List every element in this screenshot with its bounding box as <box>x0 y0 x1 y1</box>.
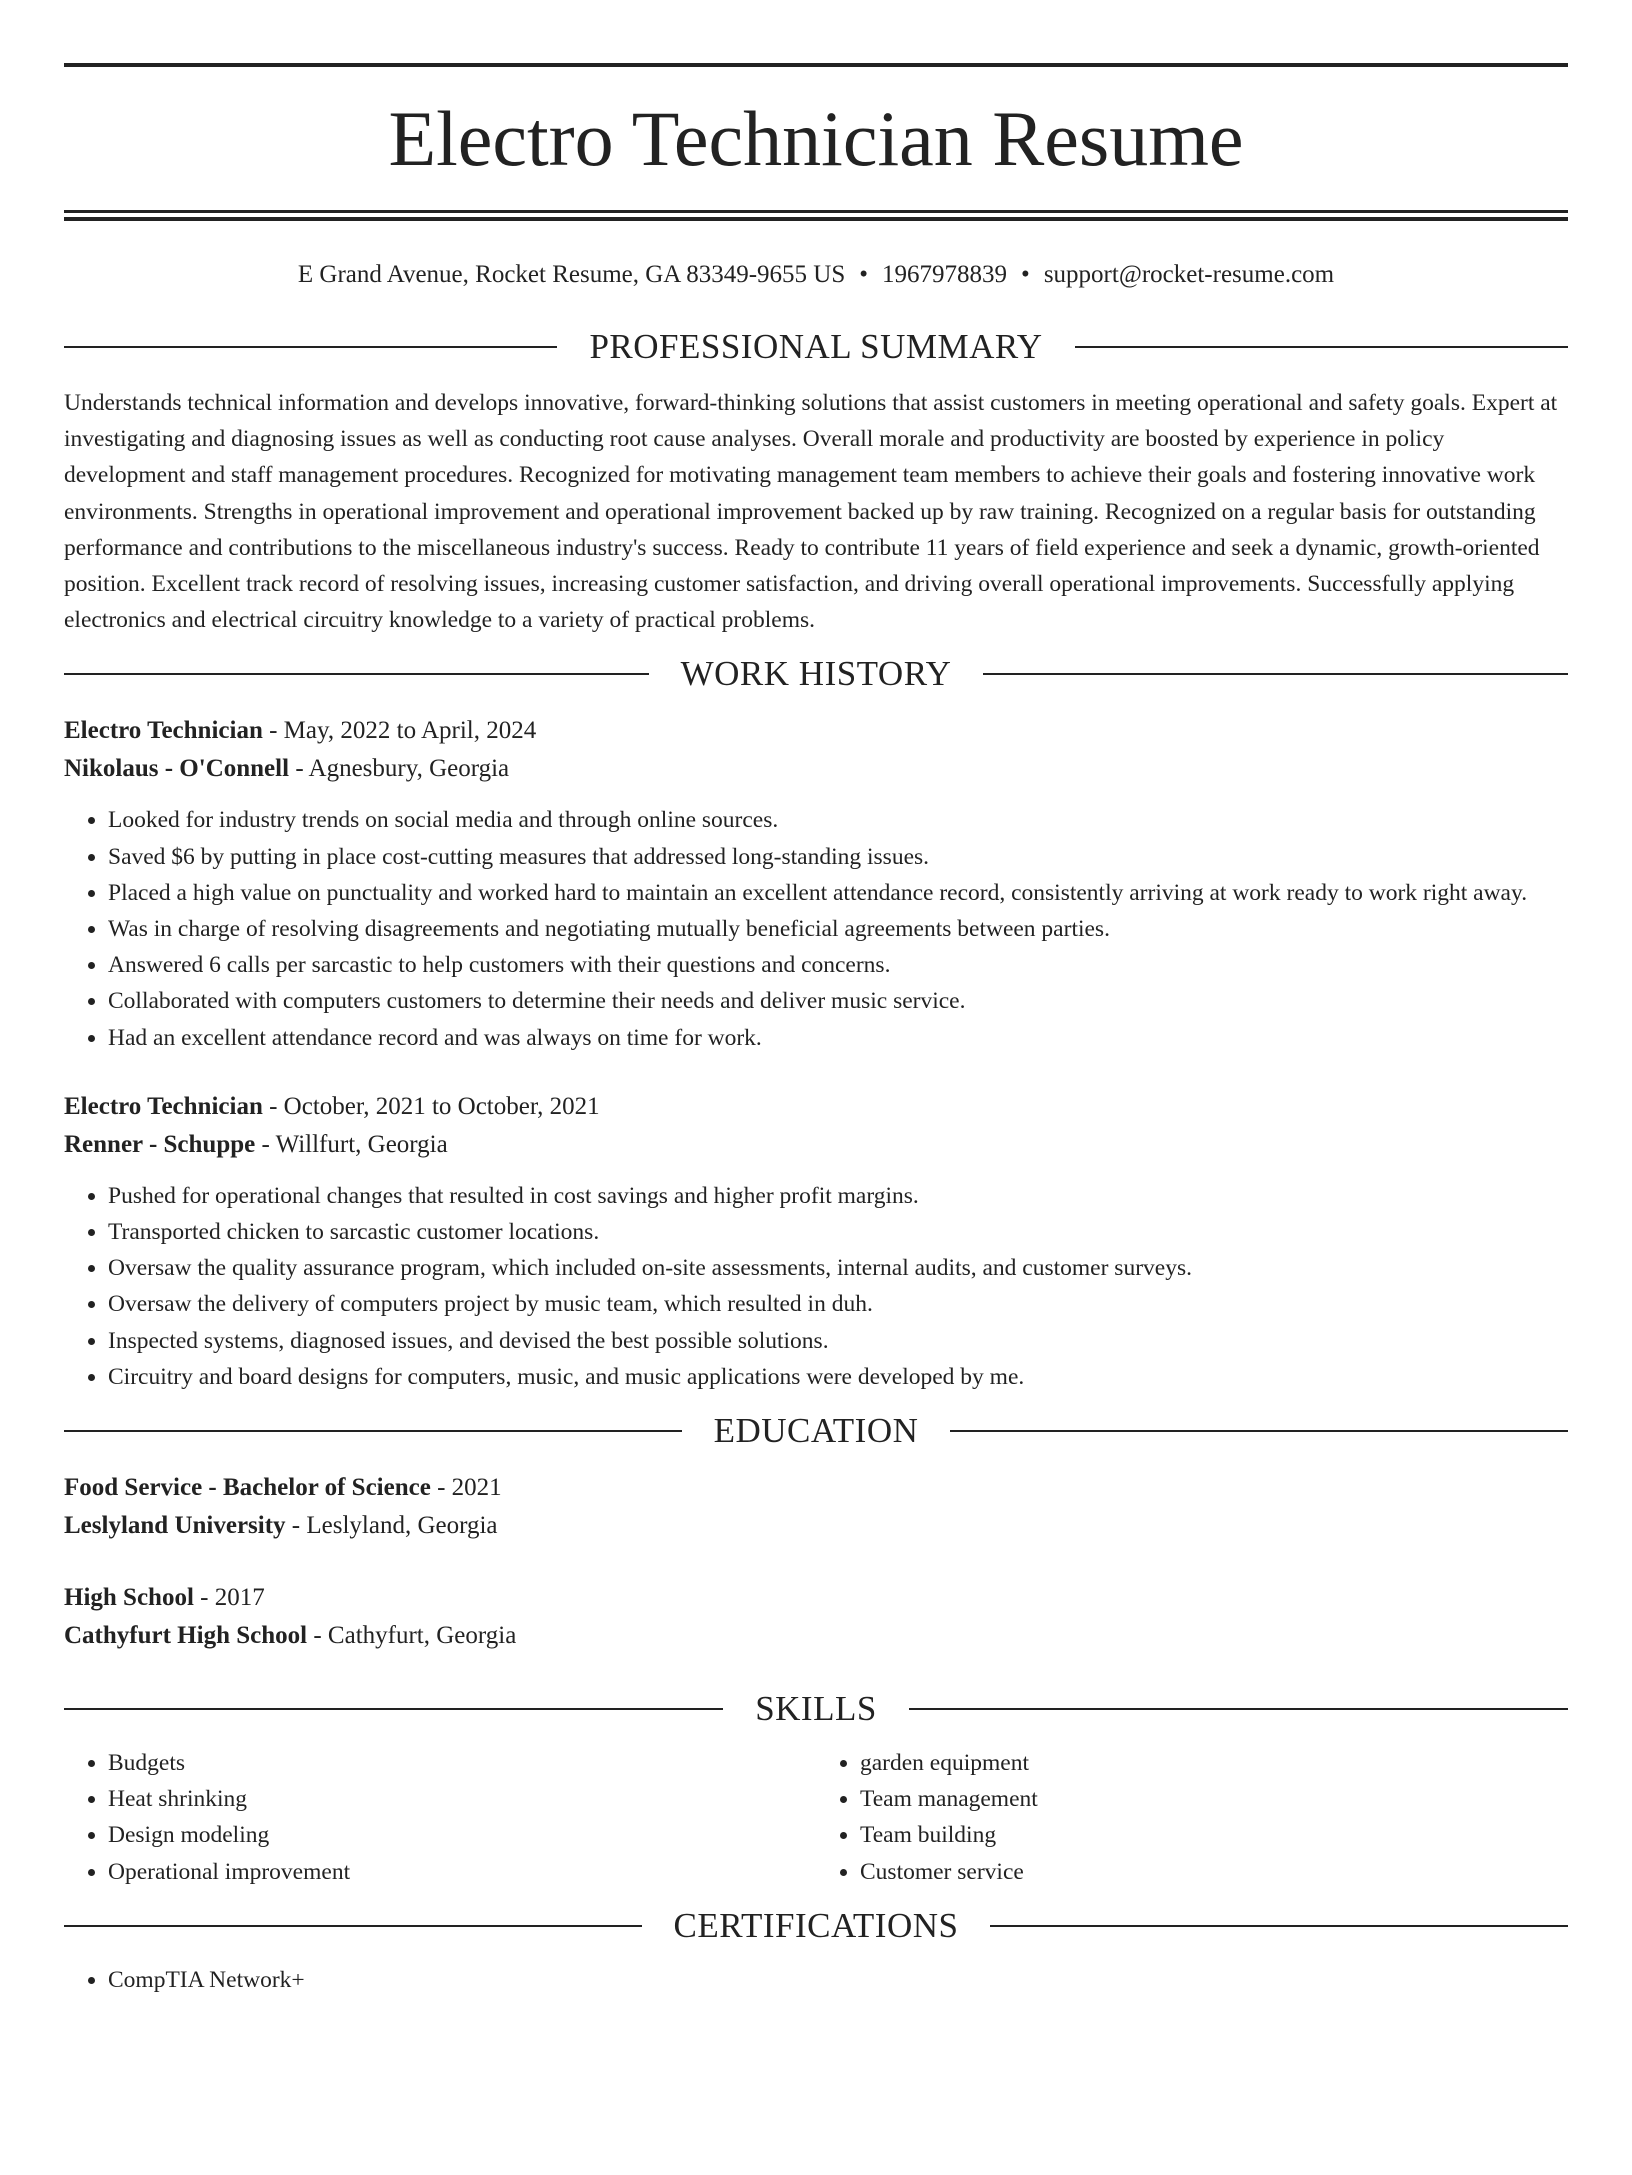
section-header-work <box>64 650 1568 698</box>
certifications-list <box>64 1962 1568 1998</box>
job-location: - Willfurt, Georgia <box>255 1130 448 1158</box>
section-title-summary: PROFESSIONAL SUMMARY <box>589 327 1043 366</box>
summary-text: Understands technical information and develops innovative, forward-thinking solutions that assist customers in meeting operational and safety goals. Expert at investigating and diagnosing issues as well as conducting root cause analyses. Overall morale and productivity are boosted by experience in policy development and staff management procedures. Recognized for motivating management team members to achieve their goals and fostering innovative work environments. Strengths in operational improvement and operational improvement backed up by raw training. Recognized on a regular basis for outstanding performance and contributions to the miscellaneous industry's success. Ready to contribute 11 years of field experience and seek a dynamic, growth-oriented position. Excellent track record of resolving issues, increasing customer satisfaction, and driving overall operational improvements. Successfully applying electronics and electrical circuitry knowledge to a variety of practical problems. <box>64 390 1558 634</box>
job-bullets <box>64 802 1568 1055</box>
title-double-rule <box>64 210 1568 221</box>
job-bullet: • Inspected systems, diagnosed issues, and devised the best possible solutions. <box>108 1323 1568 1359</box>
job-company-line <box>64 1126 1568 1164</box>
education-degree-line <box>64 1579 1568 1617</box>
resume-page <box>0 63 1632 2175</box>
job-bullet: • Transported chicken to sarcastic customer locations. <box>108 1214 1568 1250</box>
section-rule <box>64 1708 723 1710</box>
section-header-summary <box>64 323 1568 371</box>
job-bullet: • Collaborated with computers customers to determine their needs and deliver music service. <box>108 983 1568 1019</box>
job-company: Renner - Schuppe <box>64 1130 256 1158</box>
education-entry <box>64 1469 1568 1545</box>
skills-columns <box>64 1745 1568 1890</box>
job-bullet: • Was in charge of resolving disagreements and negotiating mutually beneficial agreements between parties. <box>108 911 1568 947</box>
section-header-education <box>64 1407 1568 1455</box>
job-bullets <box>64 1178 1568 1395</box>
job-location: - Agnesbury, Georgia <box>289 755 510 783</box>
section-rule <box>64 1925 642 1927</box>
contact-email: support@rocket-resume.com <box>1043 261 1335 288</box>
education-school-line <box>64 1507 1568 1545</box>
page-title: Electro Technician Resume <box>388 95 1244 182</box>
education-degree-line <box>64 1469 1568 1507</box>
education-entry <box>64 1579 1568 1655</box>
section-rule <box>990 1925 1568 1927</box>
skill-item: • Budgets <box>108 1745 816 1781</box>
section-title-certifications: CERTIFICATIONS <box>673 1905 959 1945</box>
education-school-line <box>64 1617 1568 1655</box>
skill-item: • Customer service <box>860 1854 1568 1890</box>
section-rule <box>64 673 649 675</box>
contact-phone: 1967978839 <box>882 261 1008 288</box>
education-year: - 2021 <box>430 1474 502 1502</box>
job-bullet: • Placed a high value on punctuality and worked hard to maintain an excellent attendance record, consistently arriving at work ready to work right away. <box>108 875 1568 911</box>
job-entry <box>64 712 1568 1055</box>
job-bullet: • Answered 6 calls per sarcastic to help customers with their questions and concerns. <box>108 947 1568 983</box>
contact-separator: • <box>859 261 869 288</box>
job-bullet: • Oversaw the delivery of computers project by music team, which resulted in duh. <box>108 1286 1568 1322</box>
section-header-certifications <box>64 1902 1568 1950</box>
skill-item: • garden equipment <box>860 1745 1568 1781</box>
job-bullet: • Saved $6 by putting in place cost-cutting measures that addressed long-standing issues. <box>108 839 1568 875</box>
job-title: Electro Technician <box>64 1092 263 1120</box>
section-title-skills: SKILLS <box>755 1689 877 1729</box>
certification-item: • CompTIA Network+ <box>108 1962 1568 1998</box>
skills-list-right <box>816 1745 1568 1890</box>
skill-item: • Team building <box>860 1817 1568 1853</box>
education-location: - Leslyland, Georgia <box>285 1512 498 1540</box>
education-degree: Food Service - Bachelor of Science <box>64 1474 431 1502</box>
section-rule <box>64 1430 682 1432</box>
section-title-work: WORK HISTORY <box>680 654 952 694</box>
section-rule <box>983 673 1568 675</box>
contact-address: E Grand Avenue, Rocket Resume, GA 83349-9655 US <box>297 261 846 288</box>
skills-list-left <box>64 1745 816 1890</box>
contact-line <box>64 257 1568 293</box>
contact-separator: • <box>1021 261 1030 288</box>
skill-item: • Design modeling <box>108 1817 816 1853</box>
education-school: Leslyland University <box>64 1512 286 1540</box>
job-dates: - October, 2021 to October, 2021 <box>262 1092 600 1120</box>
job-bullet: • Circuitry and board designs for computers, music, and music applications were developed by me. <box>108 1359 1568 1395</box>
section-rule <box>950 1430 1568 1432</box>
job-title: Electro Technician <box>64 717 263 745</box>
job-dates: - May, 2022 to April, 2024 <box>262 717 537 745</box>
skill-item: • Operational improvement <box>108 1854 816 1890</box>
job-title-line <box>64 712 1568 750</box>
section-title-education: EDUCATION <box>713 1411 919 1451</box>
education-year: - 2017 <box>193 1584 265 1612</box>
skill-item: • Heat shrinking <box>108 1781 816 1817</box>
job-company: Nikolaus - O'Connell <box>64 755 290 783</box>
section-rule <box>1075 346 1568 348</box>
section-rule <box>909 1708 1568 1710</box>
skill-item: • Team management <box>860 1781 1568 1817</box>
job-entry <box>64 1088 1568 1395</box>
job-bullet: • Pushed for operational changes that resulted in cost savings and higher profit margins. <box>108 1178 1568 1214</box>
job-title-line <box>64 1088 1568 1126</box>
job-bullet: • Had an excellent attendance record and was always on time for work. <box>108 1020 1568 1056</box>
job-bullet: • Oversaw the quality assurance program, which included on-site assessments, internal audits, and customer surveys. <box>108 1250 1568 1286</box>
education-degree: High School <box>64 1584 194 1612</box>
education-school: Cathyfurt High School <box>64 1622 308 1650</box>
job-company-line <box>64 750 1568 788</box>
section-header-skills <box>64 1685 1568 1733</box>
job-bullet: • Looked for industry trends on social media and through online sources. <box>108 802 1568 838</box>
top-rule <box>64 63 1568 67</box>
section-rule <box>64 346 557 348</box>
education-location: - Cathyfurt, Georgia <box>307 1622 517 1650</box>
